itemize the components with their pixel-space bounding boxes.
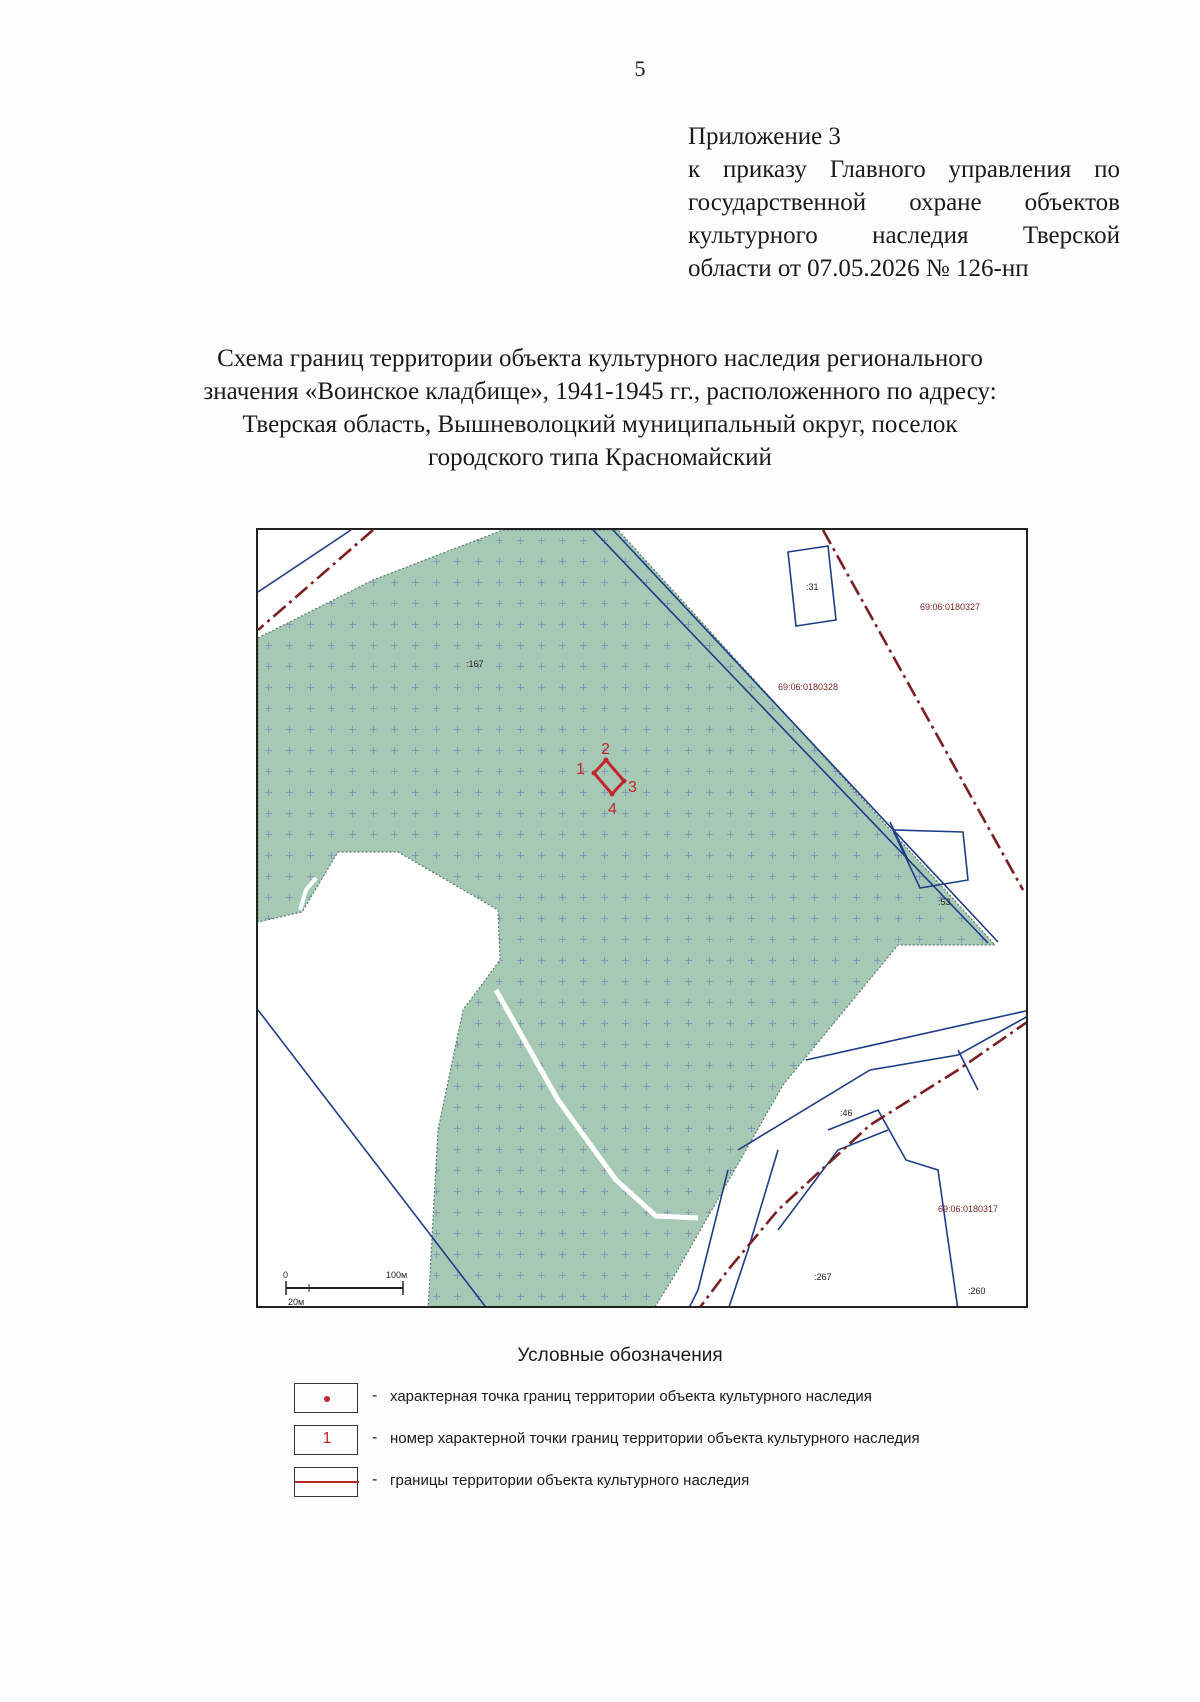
scale-label-small: 20м [288, 1297, 305, 1307]
legend-title: Условные обозначения [517, 1345, 723, 1366]
point-number-2: 2 [601, 741, 610, 758]
point-number-4: 4 [608, 801, 617, 818]
scale-bar [283, 1270, 407, 1307]
legend-item-point [294, 1383, 1054, 1417]
point-number-3: 3 [628, 779, 637, 796]
legend-item-number [294, 1425, 1054, 1459]
parcel-label: :167 [466, 659, 484, 669]
title-line: городского типа Красномайский [428, 444, 772, 471]
appendix-line: области от 07.05.2026 № 126-нп [688, 255, 1029, 282]
quarter-label: 69:06:0180328 [778, 682, 839, 692]
legend-item-boundary [294, 1467, 1054, 1501]
boundary-point [610, 792, 615, 797]
parcel-label: :46 [840, 1108, 853, 1118]
appendix-header [688, 120, 1120, 285]
legend-item-text: номер характерной точки границ территории объекта культурного наследия [390, 1430, 920, 1447]
point-dot-icon [324, 1396, 330, 1402]
legend-symbol-box [294, 1425, 358, 1455]
parcel-line [958, 1050, 978, 1090]
appendix-line: государственной охране объектов [688, 189, 1120, 216]
appendix-line: к приказу Главного управления по [688, 156, 1120, 183]
title-line: Схема границ территории объекта культурного наследия регионального [217, 345, 983, 372]
map-drawing [258, 530, 1028, 1308]
boundary-point [592, 771, 597, 776]
appendix-line: Приложение 3 [688, 123, 841, 150]
parcel-label: :260 [968, 1286, 986, 1296]
legend-item-text: характерная точка границ территории объекта культурного наследия [390, 1388, 872, 1405]
legend-dash: - [372, 1387, 378, 1404]
title-line: значения «Воинское кладбище», 1941-1945 гг., расположенного по адресу: [203, 378, 997, 405]
page-number: 5 [634, 56, 646, 81]
boundary-point [622, 779, 627, 784]
legend-symbol-box [294, 1467, 358, 1497]
legend-item-text: границы территории объекта культурного наследия [390, 1472, 750, 1489]
parcel-line [728, 1150, 778, 1308]
legend-dash: - [372, 1471, 378, 1488]
title-line: Тверская область, Вышневолоцкий муниципальный округ, поселок [242, 411, 958, 438]
quarter-label: 69:06:0180327 [920, 602, 981, 612]
legend-dash: - [372, 1429, 378, 1446]
point-number-symbol: 1 [322, 1430, 332, 1447]
parcel-label: :267 [814, 1272, 832, 1282]
scale-label-zero: 0 [283, 1270, 289, 1280]
parcel-label: :31 [806, 582, 819, 592]
scale-label-end: 100м [386, 1270, 408, 1280]
boundary-line-icon [295, 1481, 359, 1483]
parcel-line [258, 530, 351, 592]
parcel-line [778, 1130, 888, 1230]
parcel-label: :53 [938, 897, 951, 907]
boundary-map [256, 528, 1028, 1308]
quarter-label: 69:06:0180317 [938, 1204, 999, 1214]
legend-symbol-box [294, 1383, 358, 1413]
appendix-line: культурного наследия Тверской [688, 222, 1120, 249]
document-title [150, 342, 1050, 474]
boundary-point [604, 758, 609, 763]
point-number-1: 1 [576, 761, 585, 778]
